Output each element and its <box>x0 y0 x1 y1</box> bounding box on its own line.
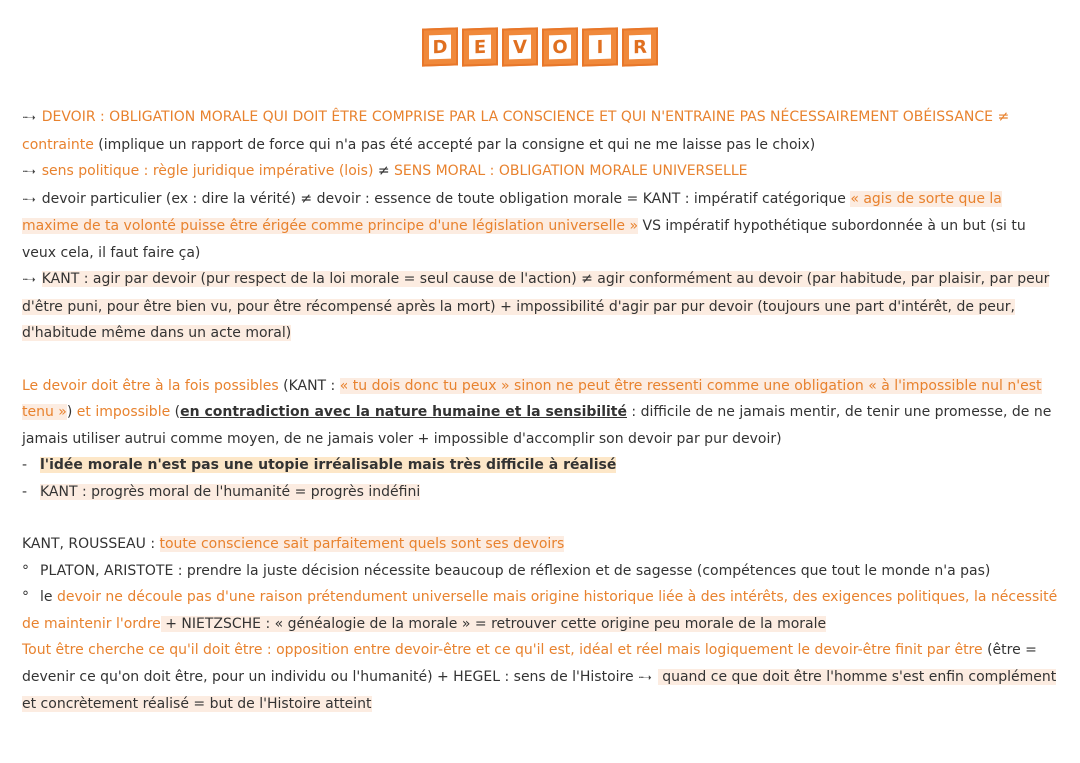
arrow-icon: ···➝ <box>22 111 34 124</box>
definition-paragraph: ···➝ DEVOIR : OBLIGATION MORALE QUI DOIT ÊTRE COMPRISE PAR LA CONSCIENCE ET QUI N'ENTRAINE PAS NÉCESSAIREMENT OBÉISSANCE ≠ contrainte (implique un rapport de force qui n'a pas été accepté par la consigne et qui ne me laisse pas le choix) <box>22 109 1010 153</box>
hegel-paragraph: Tout être cherche ce qu'il doit être : opposition entre devoir-être et ce qu'il est, idéal et réel mais logiquement le devoir-être finit par être (être = devenir ce qu'on doit être, pour un individu ou l'humanité) + HEGEL : sens de l'Histoire ···➝ quand ce que doit être l'homme s'est enfin complément et concrètement réalisé = but de l'Histoire atteint <box>22 642 1057 712</box>
title-block: D <box>422 27 458 66</box>
ring-bullet-icon: ° <box>22 562 29 579</box>
arrow-icon: ···➝ <box>638 670 650 684</box>
title-block: O <box>542 27 578 66</box>
platon-paragraph: ° PLATON, ARISTOTE : prendre la juste décision nécessite beaucoup de réflexion et de sagesse (compétences que tout le monde n'a pas) <box>22 558 1062 585</box>
possible-paragraph: Le devoir doit être à la fois possibles (KANT : « tu dois donc tu peux » sinon ne peut être ressenti comme une obligation « à l'impossible nul n'est tenu ») et impossible (en contradiction avec la nature humaine et la sensibilité : difficile de ne jamais mentir, de tenir une promesse, de ne jamais utiliser autrui comme moyen, de ne jamais voler + impossible d'accomplir son devoir par pur devoir) <box>22 377 1052 447</box>
title-block: I <box>582 27 618 66</box>
nietzsche-paragraph: ° le devoir ne découle pas d'une raison prétendument universelle mais origine historique liée à des intérêts, des exigences politiques, la nécessité de maintenir l'ordre + NIETZSCHE : « généalogie de la morale » = retrouver cette origine peu morale de la morale <box>22 584 1062 637</box>
title-block: V <box>502 27 538 66</box>
list-item: - l'idée morale n'est pas une utopie irréalisable mais très difficile à réalisé <box>22 452 1062 479</box>
kant-rousseau-paragraph: KANT, ROUSSEAU : toute conscience sait parfaitement quels sont ses devoirs <box>22 536 565 552</box>
kant-imperatif-paragraph: ···➝ devoir particulier (ex : dire la vérité) ≠ devoir : essence de toute obligation morale = KANT : impératif catégorique « agis de sorte que la maxime de ta volonté puisse être érigée comme principe d'une législation universelle » VS impératif hypothétique subordonnée à un but (si tu veux cela, il faut faire ça) <box>22 190 1026 261</box>
kant-devoir-paragraph: ···➝ KANT : agir par devoir (pur respect de la loi morale = seul cause de l'action) ≠ agir conformément au devoir (par habitude, par plaisir, par peur d'être puni, pour être bien vu, pour être récompensé après la mort) + impossibilité d'agir par pur devoir (toujours une part d'intérêt, de peur, d'habitude même dans un acte moral) <box>22 271 1050 341</box>
list-item: - KANT : progrès moral de l'humanité = progrès indéfini <box>22 479 1062 506</box>
title-block: E <box>462 27 498 66</box>
notes-body <box>22 104 1062 718</box>
dash-icon: - <box>22 483 28 500</box>
title-block: R <box>622 27 658 66</box>
sens-paragraph: ···➝ sens politique : règle juridique impérative (lois) ≠ SENS MORAL : OBLIGATION MORALE UNIVERSELLE <box>22 163 748 179</box>
arrow-icon: ···➝ <box>22 273 34 286</box>
arrow-icon: ···➝ <box>22 165 34 178</box>
dash-icon: - <box>22 457 28 473</box>
page-title <box>0 28 1080 66</box>
arrow-icon: ···➝ <box>22 192 34 206</box>
ring-bullet-icon: ° <box>22 589 29 605</box>
